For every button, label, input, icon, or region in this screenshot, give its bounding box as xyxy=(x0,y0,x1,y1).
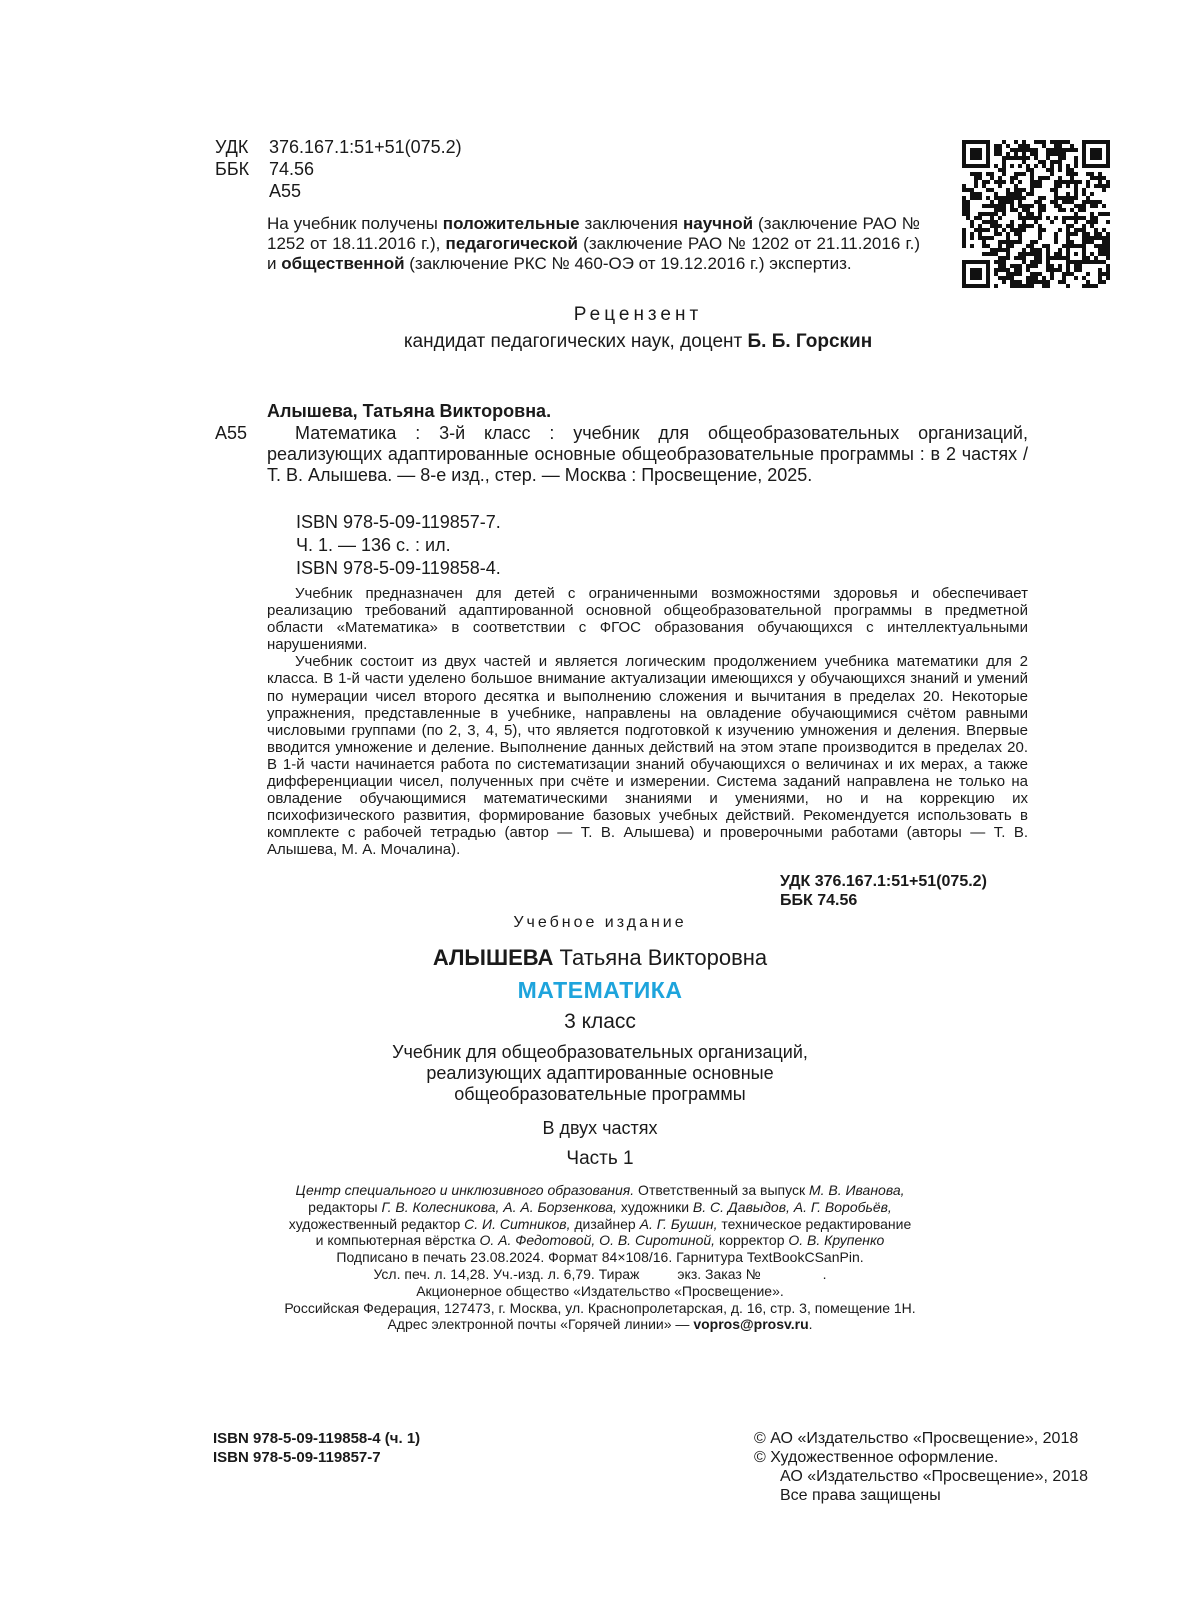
description-line: общеобразовательные программы xyxy=(454,1084,746,1104)
imprint-text: . xyxy=(808,1316,813,1333)
annotation-paragraph-2: Учебник состоит из двух частей и является логическим продолжением учебника математики для 2 класса. В 1-й части уделено большое внимание актуализации имеющихся у обучающихся знаний и умений по нумерации чисел второго десятка и выполнению сложения и вычитания в пределах 20. Некоторые упражнения, представленные в учебнике, направлены на овладение обучающимися счётом равными числовыми группами (по 2, 3, 4, 5), что является подготовкой к изучению умножения и деления. Впервые вводится умножение и деление. Выполнение данных действий на этом этапе производится в пределах 20. В 1-й части начинается работа по систематизации знаний обучающихся о величинах и их мерах, а также дифференциации чисел, полученных при счёте и измерении. Система заданий направлена не только на овладение обучающимися математическими знаниями и умениями, но и на коррекцию их психофизического развития, формирование базовых учебных действий. Рекомендуется использовать в комплекте с рабочей тетрадью (автор — Т. В. Алышева) и проверочными работами (авторы — Т. В. Алышева, М. А. Мочалина). xyxy=(267,653,1028,859)
book-title: МАТЕМАТИКА xyxy=(517,977,683,1003)
reviewer-name: Б. Б. Горскин xyxy=(747,331,873,352)
copyright-line: © Художественное оформление. xyxy=(754,1449,999,1466)
bbk-summary: ББК 74.56 xyxy=(780,892,858,909)
author-sign: А55 xyxy=(269,181,302,201)
expertise-text: (заключение РКС № 460-ОЭ от 19.12.2016 г.) экспертиз. xyxy=(404,254,852,273)
bbk-row xyxy=(215,158,462,180)
imprint-text: художники xyxy=(616,1198,693,1215)
expertise-text: (заключение РАО № 1252 от 18.11.2016 г.), xyxy=(267,214,920,253)
annotation xyxy=(267,585,1028,859)
isbn-set: ISBN 978-5-09-119857-7 xyxy=(213,1449,381,1466)
imprint-text: экз. Заказ № xyxy=(677,1265,761,1282)
bbk-value: 74.56 xyxy=(269,159,315,179)
reviewer-line xyxy=(0,331,1200,353)
imprint-italic: М. В. Иванова, xyxy=(808,1182,905,1198)
qr-code-icon[interactable] xyxy=(962,140,1110,288)
hotline-email[interactable]: vopros@prosv.ru xyxy=(693,1316,809,1333)
imprint-line xyxy=(0,1199,1200,1216)
expertise-bold: общественной xyxy=(281,254,405,273)
imprint-text: художественный редактор xyxy=(288,1215,465,1232)
expertise-bold: научной xyxy=(682,214,754,233)
edition-author xyxy=(0,945,1200,971)
author-name: Татьяна Викторовна xyxy=(553,945,768,970)
imprint-text: корректор xyxy=(715,1232,789,1249)
udk-bbk-summary xyxy=(780,872,987,910)
part-number: Часть 1 xyxy=(566,1148,634,1169)
imprint-italic: О. В. Крупенко xyxy=(788,1232,885,1249)
imprint-italic: С. И. Ситников, xyxy=(464,1215,571,1232)
record-isbn-part: ISBN 978-5-09-119858-4. xyxy=(296,558,501,578)
hotline-line xyxy=(0,1316,1200,1333)
imprint-text: Усл. печ. л. 14,28. Уч.-изд. л. 6,79. Тираж xyxy=(373,1265,640,1282)
copyright-block xyxy=(754,1429,1088,1505)
description-line: реализующих адаптированные основные xyxy=(426,1063,774,1083)
imprint-text: . xyxy=(822,1265,827,1282)
reviewer-title: Рецензент xyxy=(573,304,703,325)
bbk-label: ББК xyxy=(215,159,250,179)
record-author-heading: Алышева, Татьяна Викторовна. xyxy=(267,401,552,421)
description-line: Учебник для общеобразовательных организаций, xyxy=(392,1042,808,1062)
record-sign: А55 xyxy=(215,423,248,443)
expertise-text: На учебник получены xyxy=(267,214,443,233)
expertise-text: (заключение РАО № 1202 от 21.11.2016 г.) и xyxy=(267,234,920,273)
imprint-line xyxy=(0,1216,1200,1233)
isbn-part-1: ISBN 978-5-09-119858-4 (ч. 1) xyxy=(213,1430,421,1447)
udk-value: 376.167.1:51+51(075.2) xyxy=(269,137,462,157)
imprint-line xyxy=(0,1232,1200,1249)
imprint-line xyxy=(0,1182,1200,1199)
expertise-bold: педагогической xyxy=(445,234,578,253)
print-volume-line xyxy=(0,1266,1200,1283)
imprint-text: редакторы xyxy=(308,1198,382,1215)
udk-summary: УДК 376.167.1:51+51(075.2) xyxy=(780,873,987,890)
classification-block xyxy=(215,136,462,202)
book-grade: 3 класс xyxy=(564,1010,636,1033)
udk-row xyxy=(215,136,462,158)
copyright-line: АО «Издательство «Просвещение», 2018 xyxy=(780,1468,1089,1485)
isbn-block xyxy=(213,1429,420,1467)
expertise-text: заключения xyxy=(579,214,683,233)
parts-count: В двух частях xyxy=(542,1118,658,1138)
author-surname: АЛЫШЕВА xyxy=(432,945,554,970)
record-description: Математика : 3-й класс : учебник для общеобразовательных организаций, реализующих адаптированные основные общеобразовательные программы : в 2 частях / Т. В. Алышева. — 8-е изд., стер. — Москва : Просвещение, 2025. xyxy=(267,423,1028,485)
imprint-italic: О. А. Федотовой, О. В. Сиротиной, xyxy=(479,1232,716,1249)
copyright-line: © АО «Издательство «Просвещение», 2018 xyxy=(754,1430,1079,1447)
imprint-text: и компьютерная вёрстка xyxy=(315,1232,480,1249)
imprint-text: Адрес электронной почты «Горячей линии» — xyxy=(387,1316,694,1333)
expertise-note xyxy=(267,214,920,274)
print-signing-line: Подписано в печать 23.08.2024. Формат 84×108/16. Гарнитура TextBookCSanPin. xyxy=(336,1249,864,1266)
imprint-italic: А. Г. Бушин, xyxy=(639,1215,718,1232)
record-isbn-set: ISBN 978-5-09-119857-7. xyxy=(296,512,501,532)
edition-label: Учебное издание xyxy=(513,914,687,931)
imprint-text: Ответственный за выпуск xyxy=(634,1182,809,1198)
record-part-pages: Ч. 1. — 136 с. : ил. xyxy=(296,535,451,555)
imprint-italic: В. С. Давыдов, А. Г. Воробьёв, xyxy=(692,1198,892,1215)
reviewer-position: кандидат педагогических наук, доцент xyxy=(403,331,748,352)
imprint-italic: Центр специального и инклюзивного образования. xyxy=(295,1182,635,1198)
imprint-italic: Г. В. Колесникова, А. А. Борзенкова, xyxy=(381,1198,617,1215)
udk-label: УДК xyxy=(215,137,249,157)
expertise-bold: положительные xyxy=(442,214,580,233)
annotation-paragraph-1: Учебник предназначен для детей с ограниченными возможностями здоровья и обеспечивает реализацию требований адаптированной основной общеобразовательной программы в предметной области «Математика» в соответствии с ФГОС образования обучающихся с интеллектуальными нарушениями. xyxy=(267,585,1028,654)
imprint xyxy=(0,1182,1200,1333)
book-description xyxy=(0,1042,1200,1105)
rights-reserved: Все права защищены xyxy=(780,1487,941,1504)
imprint-text: техническое редактирование xyxy=(717,1215,912,1232)
imprint-text: дизайнер xyxy=(570,1215,640,1232)
publisher-address: Российская Федерация, 127473, г. Москва, ул. Краснопролетарская, д. 16, стр. 3, помещение 1Н. xyxy=(284,1299,916,1316)
publisher-name: Акционерное общество «Издательство «Просвещение». xyxy=(416,1282,784,1299)
